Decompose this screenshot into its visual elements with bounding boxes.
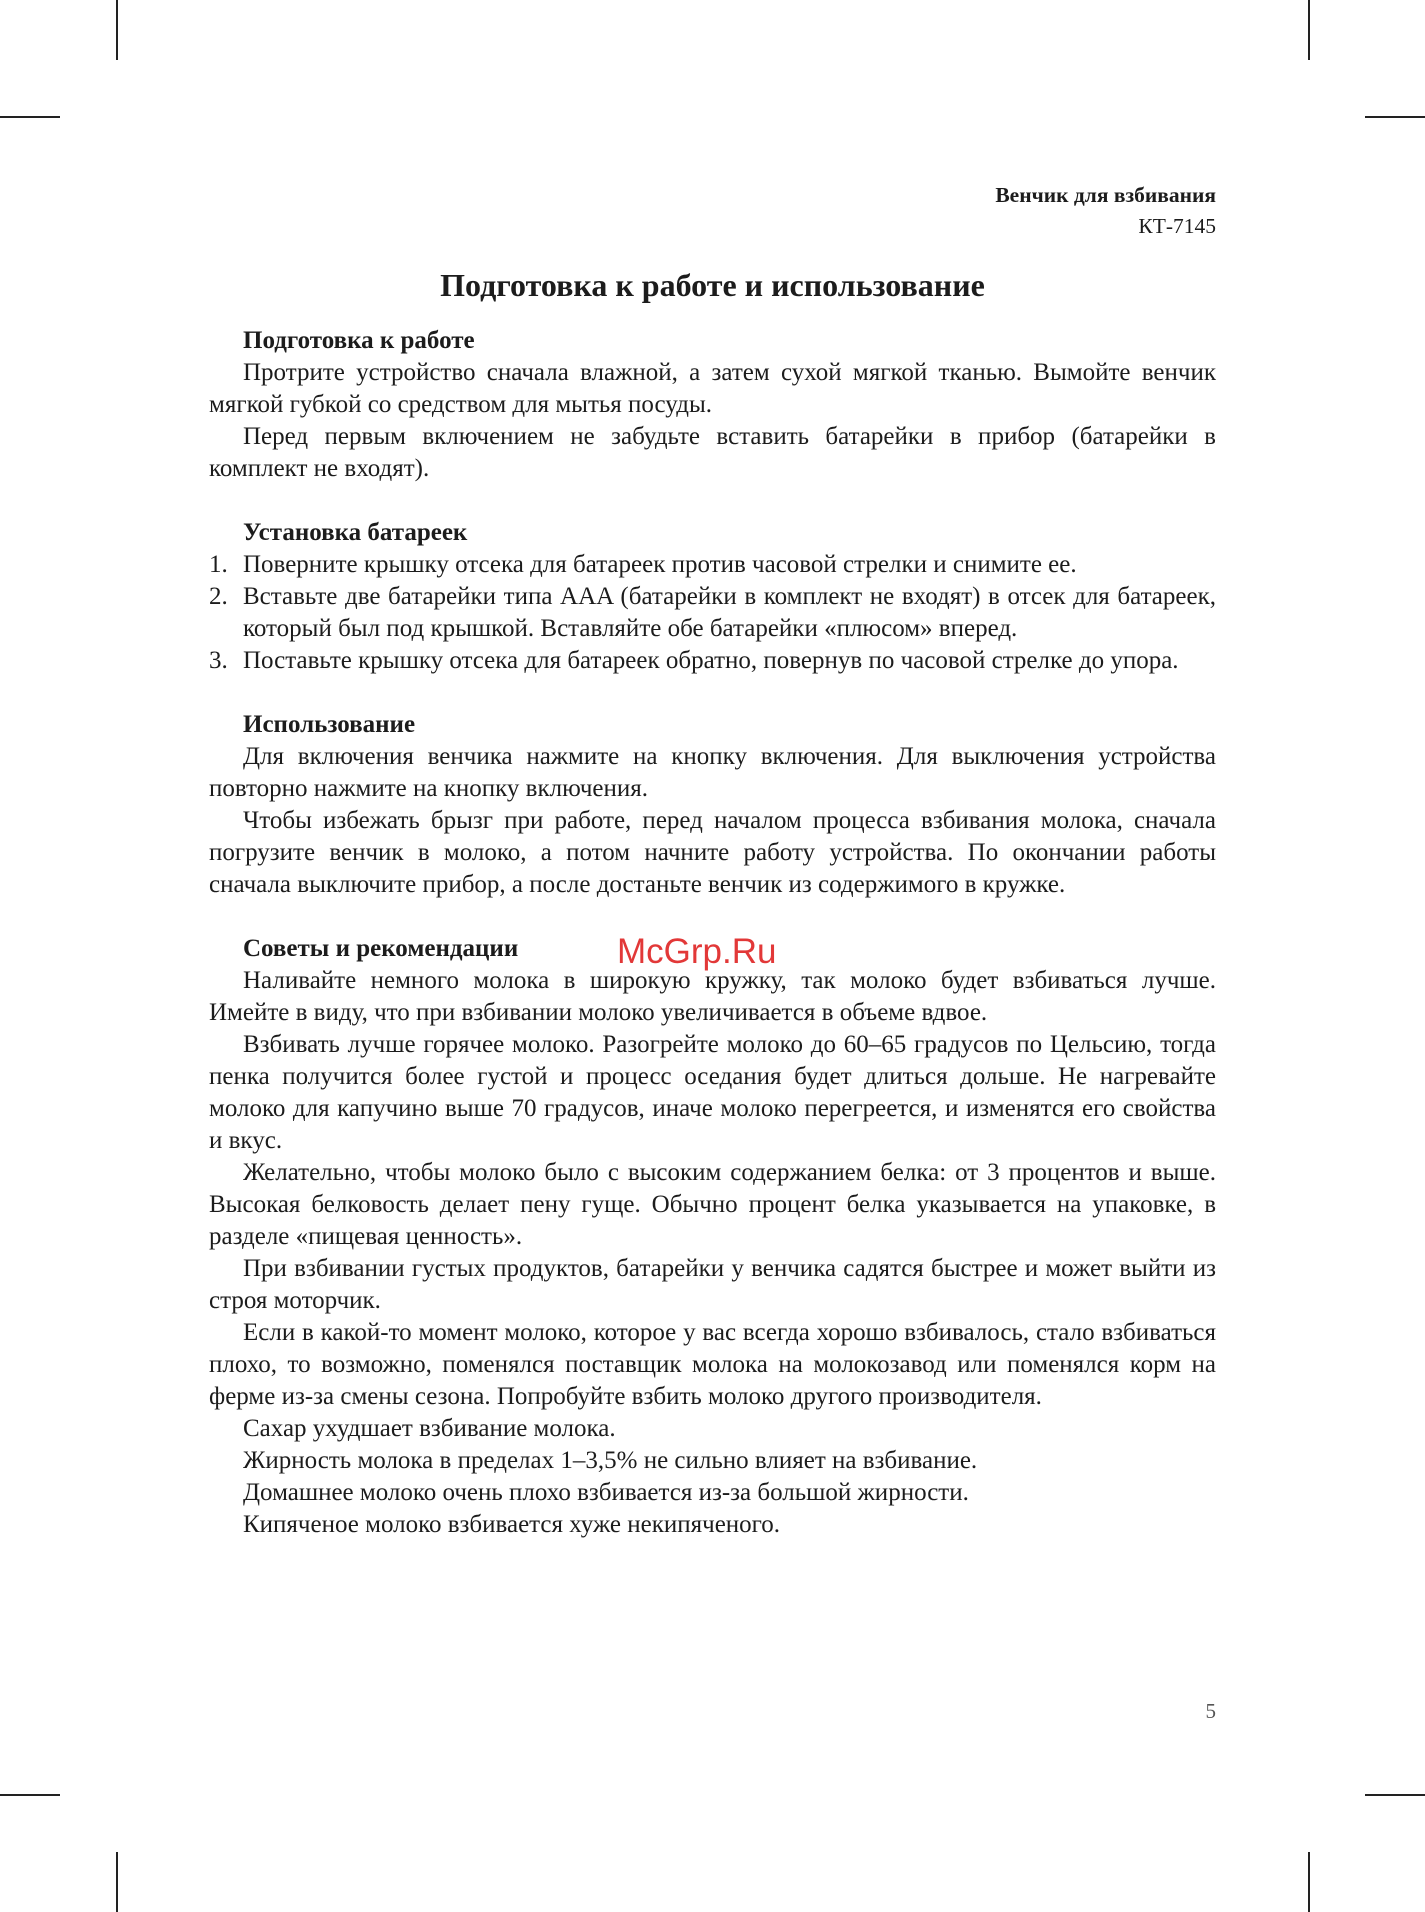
list-number: 2.: [209, 583, 228, 610]
crop-mark-left-bottom: [0, 1794, 60, 1796]
paragraph: Сахар ухудшает взбивание молока.: [243, 1415, 616, 1442]
paragraph: Взбивать лучше горячее молоко. Разогрейте молоко до 60–65 градусов по Цельсию, тогда пенка получится более густой и процесс оседания будет длиться дольше. Не нагревайте молоко для капучино выше 70 градусов, иначе молоко перегреется, и изменятся его свойства и вкус.: [209, 1031, 1216, 1154]
list-item: [209, 549, 1216, 581]
crop-mark-left-top: [0, 116, 60, 118]
list-item: [209, 581, 1216, 645]
crop-mark-bottom-left: [116, 1852, 118, 1912]
paragraph: Жирность молока в пределах 1–3,5% не сильно влияет на взбивание.: [243, 1447, 978, 1474]
section-tips: [209, 933, 1216, 1541]
paragraph: Чтобы избежать брызг при работе, перед началом процесса взбивания молока, сначала погрузите венчик в молоко, а потом начните работу устройства. По окончании работы сначала выключите прибор, а после достаньте венчик из содержимого в кружке.: [209, 807, 1216, 898]
watermark-link[interactable]: McGrp.Ru: [617, 932, 777, 971]
paragraph: Желательно, чтобы молоко было с высоким содержанием белка: от 3 процентов и выше. Высокая белковость делает пену гуще. Обычно процент белка указывается на упаковке, в разделе «пищевая ценность».: [209, 1159, 1216, 1250]
header-model: КТ-7145: [1138, 214, 1216, 238]
list-item: [209, 645, 1216, 677]
paragraph: Наливайте немного молока в широкую кружку, так молоко будет взбиваться лучше. Имейте в виду, что при взбивании молоко увеличивается в объеме вдвое.: [209, 967, 1216, 1026]
section-usage: [209, 709, 1216, 901]
list-item-text: Поверните крышку отсека для батареек против часовой стрелки и снимите ее.: [243, 551, 1077, 578]
crop-mark-right-top: [1365, 116, 1425, 118]
numbered-list: [209, 549, 1216, 677]
list-number: 3.: [209, 647, 228, 674]
section-heading: Подготовка к работе: [243, 327, 475, 354]
crop-mark-right-bottom: [1365, 1794, 1425, 1796]
section-preparation: [209, 325, 1216, 485]
paragraph: Домашнее молоко очень плохо взбивается из-за большой жирности.: [243, 1479, 969, 1506]
list-item-text: Поставьте крышку отсека для батареек обратно, повернув по часовой стрелке до упора.: [243, 647, 1179, 674]
page-number: 5: [1205, 1699, 1216, 1723]
page-title: Подготовка к работе и использование: [440, 267, 985, 303]
list-item-text: Вставьте две батарейки типа AAA (батарейки в комплект не входят) в отсек для батареек, который был под крышкой. Вставляйте обе батарейки «плюсом» вперед.: [243, 583, 1216, 642]
paragraph: Кипяченое молоко взбивается хуже некипяченого.: [243, 1511, 781, 1538]
section-heading: Использование: [243, 711, 416, 738]
paragraph: Если в какой-то момент молоко, которое у вас всегда хорошо взбивалось, стало взбиваться плохо, то возможно, поменялся поставщик молока на молокозавод или поменялся корм на ферме из-за смены сезона. Попробуйте взбить молоко другого производителя.: [209, 1319, 1216, 1410]
crop-mark-bottom-right: [1308, 1852, 1310, 1912]
section-heading: Установка батареек: [243, 519, 468, 546]
paragraph: Для включения венчика нажмите на кнопку включения. Для выключения устройства повторно нажмите на кнопку включения.: [209, 743, 1216, 802]
section-heading: Советы и рекомендации: [243, 935, 519, 962]
section-battery-install: [209, 517, 1216, 677]
crop-mark-top-left: [116, 0, 118, 60]
list-number: 1.: [209, 551, 228, 578]
paragraph: Протрите устройство сначала влажной, а затем сухой мягкой тканью. Вымойте венчик мягкой губкой со средством для мытья посуды.: [209, 359, 1216, 418]
paragraph: Перед первым включением не забудьте вставить батарейки в прибор (батарейки в комплект не входят).: [209, 423, 1216, 482]
paragraph: При взбивании густых продуктов, батарейки у венчика садятся быстрее и может выйти из строя моторчик.: [209, 1255, 1216, 1314]
running-header: [995, 180, 1216, 242]
crop-mark-top-right: [1308, 0, 1310, 60]
header-product-name: Венчик для взбивания: [995, 183, 1216, 207]
